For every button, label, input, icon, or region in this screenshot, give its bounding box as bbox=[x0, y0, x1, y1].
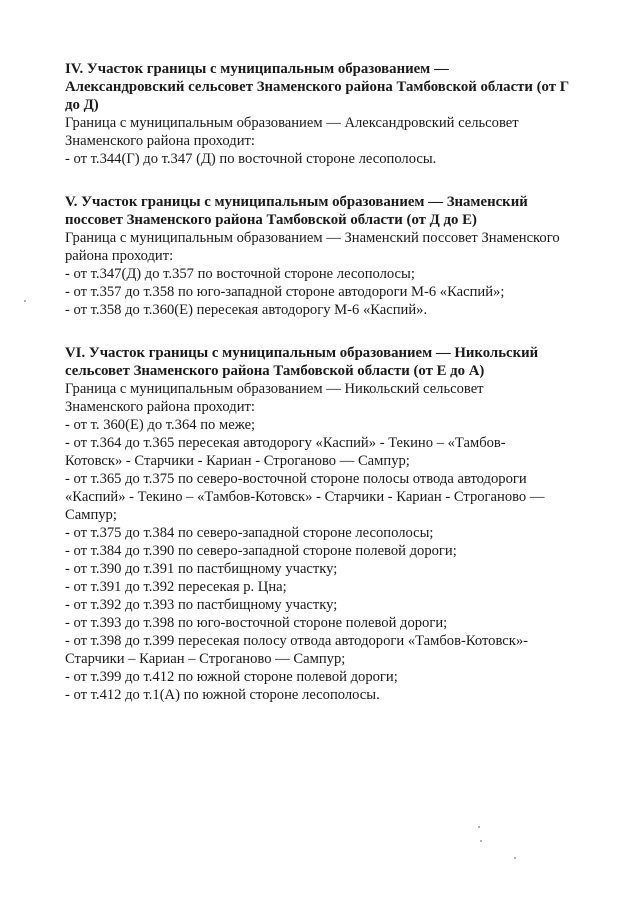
section-heading bbox=[65, 60, 605, 114]
body-line: - от т. 360(Е) до т.364 по меже; bbox=[65, 417, 256, 433]
body-line: - от т.347(Д) до т.357 по восточной стороне лесополосы; bbox=[65, 266, 415, 282]
section-iv bbox=[65, 60, 605, 168]
section-heading bbox=[65, 193, 605, 229]
scan-speck bbox=[478, 826, 480, 828]
body-line: - от т.344(Г) до т.347 (Д) по восточной стороне лесополосы. bbox=[65, 151, 437, 167]
body-line: района проходит: bbox=[65, 248, 174, 264]
body-line: - от т.358 до т.360(Е) пересекая автодорогу М-6 «Каспий». bbox=[65, 302, 428, 318]
body-line: - от т.392 до т.393 по пастбищному участку; bbox=[65, 597, 338, 613]
body-line: - от т.390 до т.391 по пастбищному участку; bbox=[65, 561, 338, 577]
body-line: Знаменского района проходит: bbox=[65, 133, 255, 149]
body-line: Сампур; bbox=[65, 507, 117, 523]
body-line: Граница с муниципальным образованием — Александровский сельсовет bbox=[65, 115, 519, 131]
body-line: - от т.364 до т.365 пересекая автодорогу «Каспий» - Текино – «Тамбов- bbox=[65, 435, 506, 451]
heading-line: Александровский сельсовет Знаменского района Тамбовской области (от Г bbox=[65, 79, 570, 95]
scan-speck bbox=[514, 857, 516, 859]
body-line: Котовск» - Старчики - Кариан - Строганово — Сампур; bbox=[65, 453, 410, 469]
heading-line: IV. Участок границы с муниципальным образованием — bbox=[65, 61, 449, 77]
body-line: - от т.412 до т.1(А) по южной стороне лесополосы. bbox=[65, 687, 380, 703]
body-line: - от т.384 до т.390 по северо-западной стороне полевой дороги; bbox=[65, 543, 457, 559]
heading-line: сельсовет Знаменского района Тамбовской области (от Е до А) bbox=[65, 363, 485, 379]
document-content bbox=[65, 60, 605, 729]
body-line: - от т.365 до т.375 по северо-восточной стороне полосы отвода автодороги bbox=[65, 471, 527, 487]
body-line: - от т.391 до т.392 пересекая р. Цна; bbox=[65, 579, 287, 595]
heading-line: V. Участок границы с муниципальным образованием — Знаменский bbox=[65, 194, 528, 210]
scan-speck bbox=[24, 300, 26, 302]
heading-line: VI. Участок границы с муниципальным образованием — Никольский bbox=[65, 345, 539, 361]
body-line: - от т.357 до т.358 по юго-западной стороне автодороги М-6 «Каспий»; bbox=[65, 284, 505, 300]
section-body bbox=[65, 380, 605, 704]
body-line: Старчики – Кариан – Строганово — Сампур; bbox=[65, 651, 346, 667]
section-heading bbox=[65, 344, 605, 380]
scan-speck bbox=[480, 840, 482, 842]
heading-line: до Д) bbox=[65, 97, 99, 113]
section-vi bbox=[65, 344, 605, 704]
body-line: - от т.393 до т.398 по юго-восточной стороне полевой дороги; bbox=[65, 615, 448, 631]
section-body bbox=[65, 114, 605, 168]
body-line: - от т.399 до т.412 по южной стороне полевой дороги; bbox=[65, 669, 398, 685]
body-line: «Каспий» - Текино – «Тамбов-Котовск» - Старчики - Кариан - Строганово — bbox=[65, 489, 545, 505]
section-body bbox=[65, 229, 605, 319]
body-line: Граница с муниципальным образованием — Никольский сельсовет bbox=[65, 381, 484, 397]
section-v bbox=[65, 193, 605, 319]
heading-line: поссовет Знаменского района Тамбовской области (от Д до Е) bbox=[65, 212, 477, 228]
body-line: - от т.398 до т.399 пересекая полосу отвода автодороги «Тамбов-Котовск»- bbox=[65, 633, 528, 649]
body-line: Знаменского района проходит: bbox=[65, 399, 255, 415]
body-line: - от т.375 до т.384 по северо-западной стороне лесополосы; bbox=[65, 525, 434, 541]
body-line: Граница с муниципальным образованием — Знаменский поссовет Знаменского bbox=[65, 230, 560, 246]
